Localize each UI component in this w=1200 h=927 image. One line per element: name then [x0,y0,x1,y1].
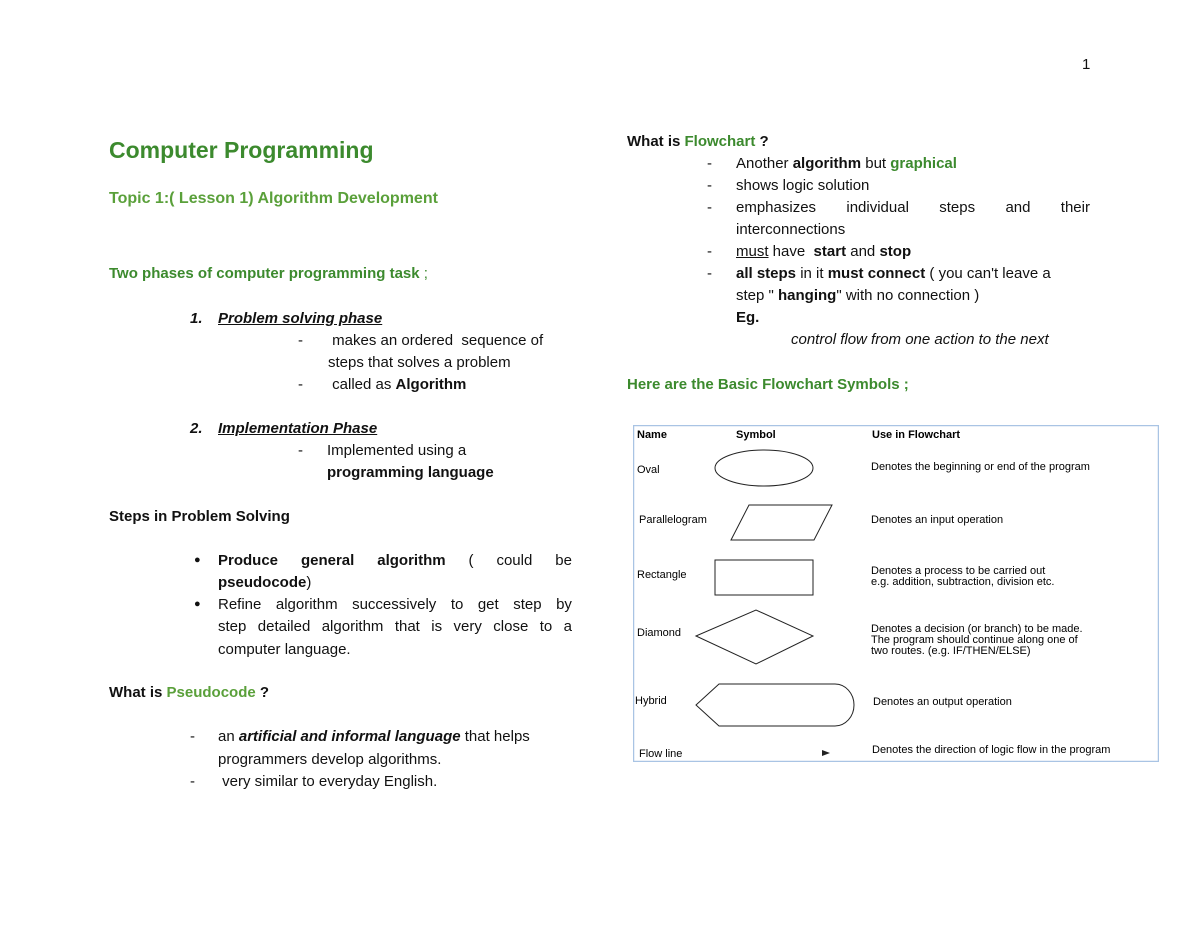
row-oval-use: Denotes the beginning or end of the program [871,461,1090,473]
pseudo-dash-2: - [190,773,195,790]
row-oval-name: Oval [637,464,660,476]
phase1-item1-b: steps that solves a problem [328,354,511,371]
bullet-1-word: general [300,552,355,569]
flow-item-4-start: start [813,243,847,260]
flow-item-3-word: emphasizes [736,199,817,216]
flow-dash-3: - [707,199,712,216]
flow-item-4-mid: and [846,243,880,260]
row-parallelogram-name: Parallelogram [639,514,707,526]
flow-item-5 [736,263,1051,285]
flow-item-5-line2-post: " with no connection ) [836,287,980,304]
row-diamond-use-2: The program should continue along one of [871,634,1078,646]
table-border [634,426,1159,762]
flow-item-1-mid: but [861,155,891,172]
table-header-name: Name [637,429,667,441]
bullet-2-line-1 [218,594,572,616]
flowchart-heading [627,131,769,153]
bullet-2-line-3: computer language. [218,641,351,658]
flow-item-2: shows logic solution [736,177,870,194]
pseudo-dash-1: - [190,728,195,745]
bullet-2-word: that [394,618,420,635]
row-flowline-use: Denotes the direction of logic flow in the program [872,744,1111,756]
flow-item-5-hanging: hanging [778,287,837,304]
pseudo-item1-post: that helps [460,728,530,745]
pseudocode-heading-post: ? [255,684,270,701]
flowchart-heading-keyword: Flowchart [684,133,756,150]
phase1-title: Problem solving phase [218,310,383,327]
row-rectangle-use-1: Denotes a process to be carried out [871,565,1046,577]
flow-dash-2: - [707,177,712,194]
bullet-1-line-2 [218,572,311,594]
flow-eg-text: control flow from one action to the next [791,331,1049,348]
flow-item-3-word: steps [939,199,976,216]
row-rectangle-use-2: e.g. addition, subtraction, division etc. [871,576,1055,588]
phase2-item1-a: Implemented using a [327,442,467,459]
phase1-number: 1. [190,310,203,327]
flow-dash-5: - [707,265,712,282]
bullet-2-word: step [513,596,542,613]
flow-item-4-pre: have [768,243,814,260]
flow-item-5-post: ( you can't leave a [925,265,1051,282]
bullet-2-word: is [431,618,443,635]
flow-item-1-green: graphical [890,155,957,172]
bullet-2-word: a [563,618,572,635]
phase2-number: 2. [190,420,203,437]
phases-heading-text: Two phases of computer programming task [109,265,420,282]
row-parallelogram-use: Denotes an input operation [871,514,1004,526]
pseudo-item1-emphasis: artificial and informal language [238,728,461,745]
phase1-item2 [328,374,466,396]
flow-item-3-word: their [1060,199,1090,216]
flow-item-5-must-connect: must connect [827,265,926,282]
flow-item-5-line-2 [736,285,979,307]
phase1-item2-bold: Algorithm [395,376,467,393]
flow-item-3-word: individual [846,199,909,216]
row-flowline-name: Flow line [639,748,683,760]
phase2-title: Implementation Phase [218,420,378,437]
bullet-2-word: to [539,618,553,635]
bullet-1-word: ( [468,552,474,569]
topic-heading: Topic 1:( Lesson 1) Algorithm Development [109,190,438,207]
bullet-2-word: close [493,618,529,635]
row-hybrid-name: Hybrid [635,695,667,707]
bullet-2-word: algorithm [275,596,338,613]
row-diamond-use-3: two routes. (e.g. IF/THEN/ELSE) [871,645,1031,657]
bullet-2-word: detailed [257,618,311,635]
pseudocode-heading [109,682,269,704]
row-diamond-use-1: Denotes a decision (or branch) to be made. [871,623,1083,635]
flow-item-3-word: and [1005,199,1031,216]
flow-item-3-line-1 [736,197,1090,219]
flow-item-1-bold: algorithm [792,155,862,172]
flowchart-symbols-table [633,425,1159,762]
phases-heading-suffix: ; [419,265,428,282]
table-header-symbol: Symbol [736,429,776,441]
pseudo-item1 [218,726,530,748]
flow-item-5-all-steps: all steps [736,265,797,282]
pseudocode-heading-keyword: Pseudocode [166,684,256,701]
bullet-1-word: be [555,552,572,569]
row-hybrid-use: Denotes an output operation [873,696,1012,708]
phase1-item2-pre: called as [328,376,396,393]
bullet-2-word: by [556,596,572,613]
flowchart-heading-post: ? [755,133,769,150]
bullet-1-close: ) [306,574,312,591]
flow-dash-4: - [707,243,712,260]
flow-item-1 [736,153,957,175]
phase2-item1-b: programming language [327,464,494,481]
bullet-1-word: Produce [218,552,279,569]
flow-eg-label: Eg. [736,309,760,326]
bullet-2-word: step [218,618,247,635]
bullet-2-word: to [450,596,464,613]
bullet-2-word: Refine [218,596,262,613]
flowchart-heading-pre: What is [627,133,685,150]
flow-item-5-mid: in it [796,265,828,282]
bullet-2-word: get [477,596,499,613]
phases-heading [109,263,428,285]
bullet-1-word: could [496,552,533,569]
row-diamond-name: Diamond [637,627,682,639]
bullet-2-icon: ● [194,598,201,610]
bullet-1-pseudocode: pseudocode [218,574,307,591]
steps-heading: Steps in Problem Solving [109,508,290,525]
bullet-2-word: successively [352,596,437,613]
flow-item-1-pre: Another [736,155,793,172]
bullet-1-word: algorithm [377,552,446,569]
table-header-use: Use in Flowchart [872,429,961,441]
page-number: 1 [1082,56,1091,73]
pseudocode-heading-pre: What is [109,684,167,701]
flow-dash-1: - [707,155,712,172]
flow-item-4-stop: stop [879,243,912,260]
flow-item-5-line2-pre: step " [736,287,779,304]
page-title: Computer Programming [109,137,374,163]
phase2-dash-1: - [298,442,303,459]
phase1-dash-2: - [298,376,303,393]
bullet-2-line-2 [218,616,572,638]
bullet-1-line-1 [218,550,572,572]
bullet-2-word: algorithm [321,618,384,635]
symbols-heading: Here are the Basic Flowchart Symbols ; [627,376,909,393]
flow-item-3-line-2: interconnections [736,221,846,238]
flow-item-4-must: must [736,243,769,260]
pseudo-item2: very similar to everyday English. [218,773,438,790]
bullet-1-icon: ● [194,554,201,566]
pseudo-item1-pre: an [218,728,239,745]
row-rectangle-name: Rectangle [637,569,687,581]
flow-item-4 [736,241,911,263]
phase1-dash-1: - [298,332,303,349]
pseudo-item1-line2: programmers develop algorithms. [218,751,442,768]
phase1-item1-a: makes an ordered sequence of [328,332,544,349]
bullet-2-word: very [453,618,482,635]
